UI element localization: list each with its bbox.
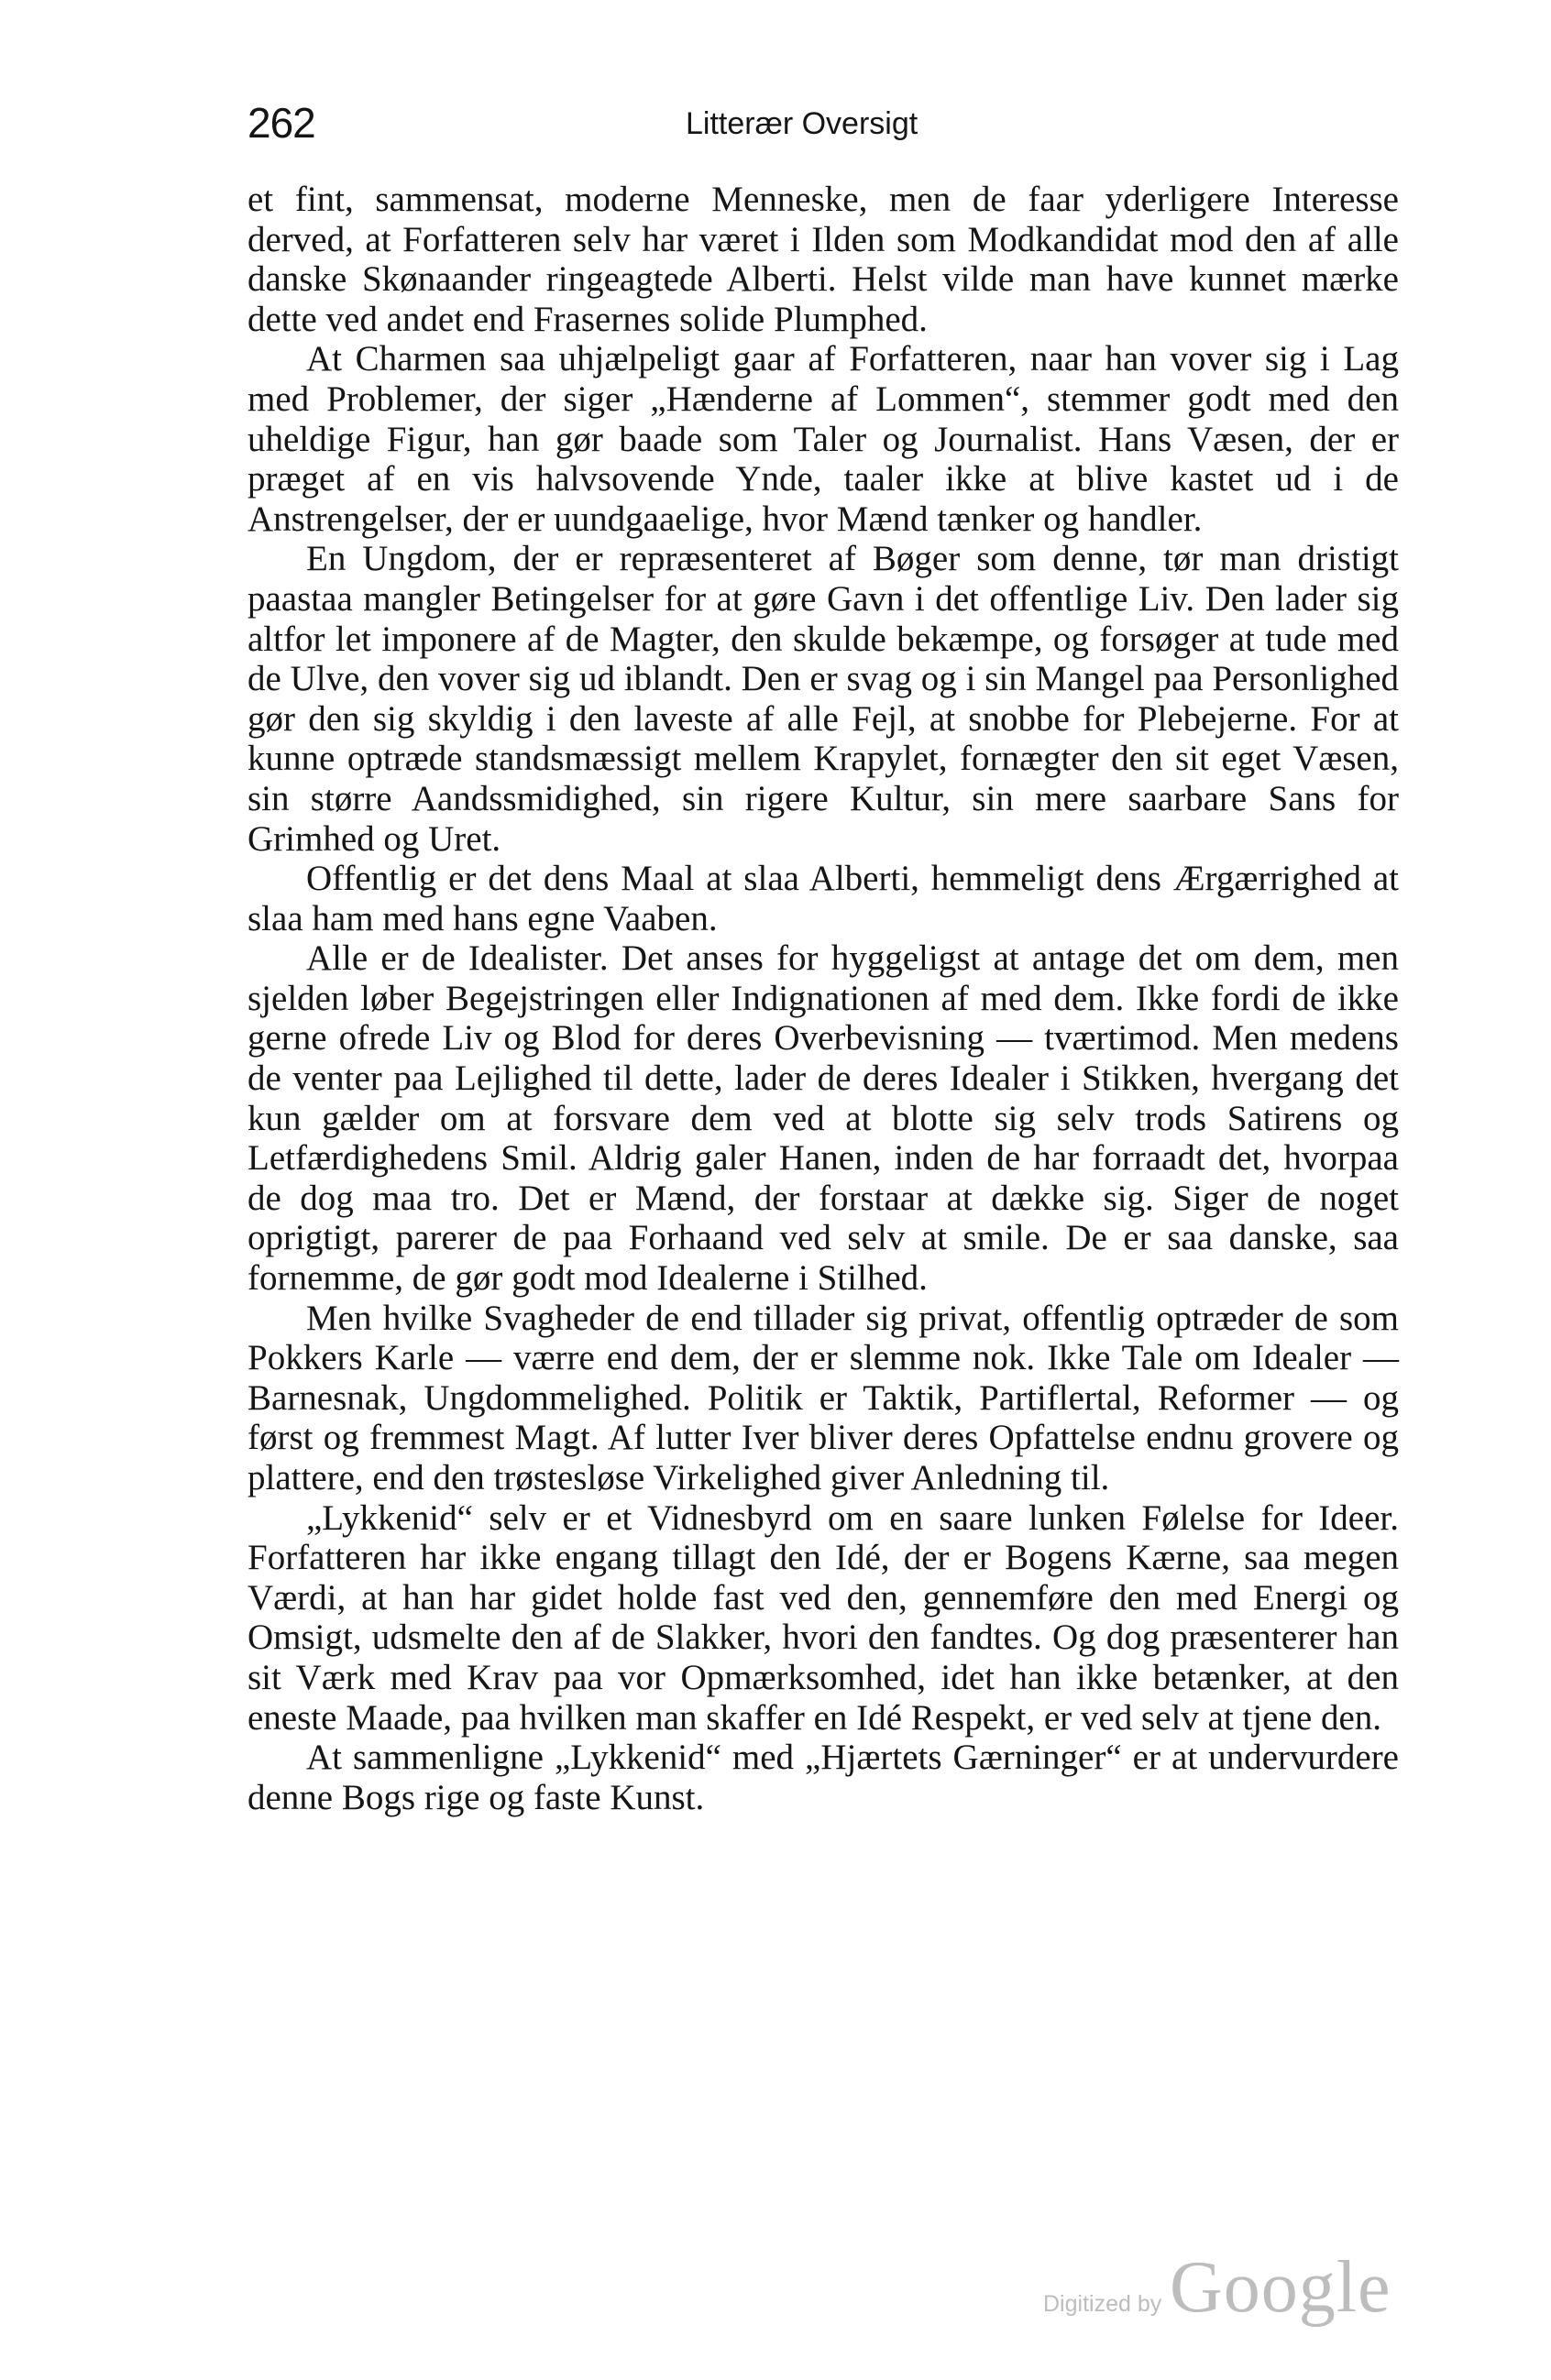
watermark-logo: Google <box>1170 2247 1392 2328</box>
paragraph: „Lykkenid“ selv er et Vidnesbyrd om en saare lunken Følelse for Ideer. Forfatteren har ikke engang tillagt den Idé, der er Bogens Kærne, saa megen Værdi, at han har gidet holde fast ved den, gennemføre den med Energi og Omsigt, udsmelte den af de Slakker, hvori den fandtes. Og dog præsenterer han sit Værk med Krav paa vor Opmærksomhed, idet han ikke betænker, at den eneste Maade, paa hvilken man skaffer en Idé Respekt, er ved selv at tjene den. <box>248 1497 1399 1738</box>
watermark-prefix: Digitized by <box>1043 2291 1162 2317</box>
paragraph: At sammenligne „Lykkenid“ med „Hjærtets Gærninger“ er at undervurdere denne Bogs rige og faste Kunst. <box>248 1738 1399 1817</box>
paragraph: et fint, sammensat, moderne Menneske, men de faar yderligere Interesse derved, at Forfatteren selv har været i Ilden som Modkandidat mod den af alle danske Skønaander ringeagtede Alberti. Helst vilde man have kunnet mærke dette ved andet end Frasernes solide Plumphed. <box>248 180 1399 339</box>
paragraph: At Charmen saa uhjælpeligt gaar af Forfatteren, naar han vover sig i Lag med Problemer, der siger „Hænderne af Lommen“, stemmer godt med den uheldige Figur, han gør baade som Taler og Journalist. Hans Væsen, der er præget af en vis halvsovende Ynde, taaler ikke at blive kastet ud i de Anstrengelser, der er uundgaaelige, hvor Mænd tænker og handler. <box>248 339 1399 539</box>
running-title: Litterær Oversigt <box>686 106 918 141</box>
running-head <box>248 95 1375 150</box>
paragraph: Offentlig er det dens Maal at slaa Alberti, hemmeligt dens Ærgærrighed at slaa ham med hans egne Vaaben. <box>248 859 1399 938</box>
paragraph: Alle er de Idealister. Det anses for hyggeligst at antage det om dem, men sjelden løber Begejstringen eller Indignationen af med dem. Ikke fordi de ikke gerne ofrede Liv og Blod for deres Overbevisning — tværtimod. Men medens de venter paa Lejlighed til dette, lader de deres Idealer i Stikken, hvergang det kun gælder om at forsvare dem ved at blotte sig selv trods Satirens og Letfærdighedens Smil. Aldrig galer Hanen, inden de har forraadt det, hvorpaa de dog maa tro. Det er Mænd, der forstaar at dække sig. Siger de noget oprigtigt, parerer de paa Forhaand ved selv at smile. De er saa danske, saa fornemme, de gør godt mod Idealerne i Stilhed. <box>248 938 1399 1299</box>
digitized-watermark <box>1043 2238 1392 2339</box>
body-text <box>248 180 1399 1817</box>
paragraph: En Ungdom, der er repræsenteret af Bøger som denne, tør man dristigt paastaa mangler Betingelser for at gøre Gavn i det offentlige Liv. Den lader sig altfor let imponere af de Magter, den skulde bekæmpe, og forsøger at tude med de Ulve, den vover sig ud iblandt. Den er svag og i sin Mangel paa Personlighed gør den sig skyldig i den laveste af alle Fejl, at snobbe for Plebejerne. For at kunne optræde standsmæssigt mellem Krapylet, fornægter den sit eget Væsen, sin større Aandssmidighed, sin rigere Kultur, sin mere saarbare Sans for Grimhed og Uret. <box>248 539 1399 859</box>
paragraph: Men hvilke Svagheder de end tillader sig privat, offentlig optræder de som Pokkers Karle — værre end dem, der er slemme nok. Ikke Tale om Idealer — Barnesnak, Ungdommelighed. Politik er Taktik, Partiflertal, Reformer — og først og fremmest Magt. Af lutter Iver bliver deres Opfattelse endnu grovere og plattere, end den trøstesløse Virkelighed giver Anledning til. <box>248 1298 1399 1497</box>
page-number: 262 <box>248 99 315 147</box>
